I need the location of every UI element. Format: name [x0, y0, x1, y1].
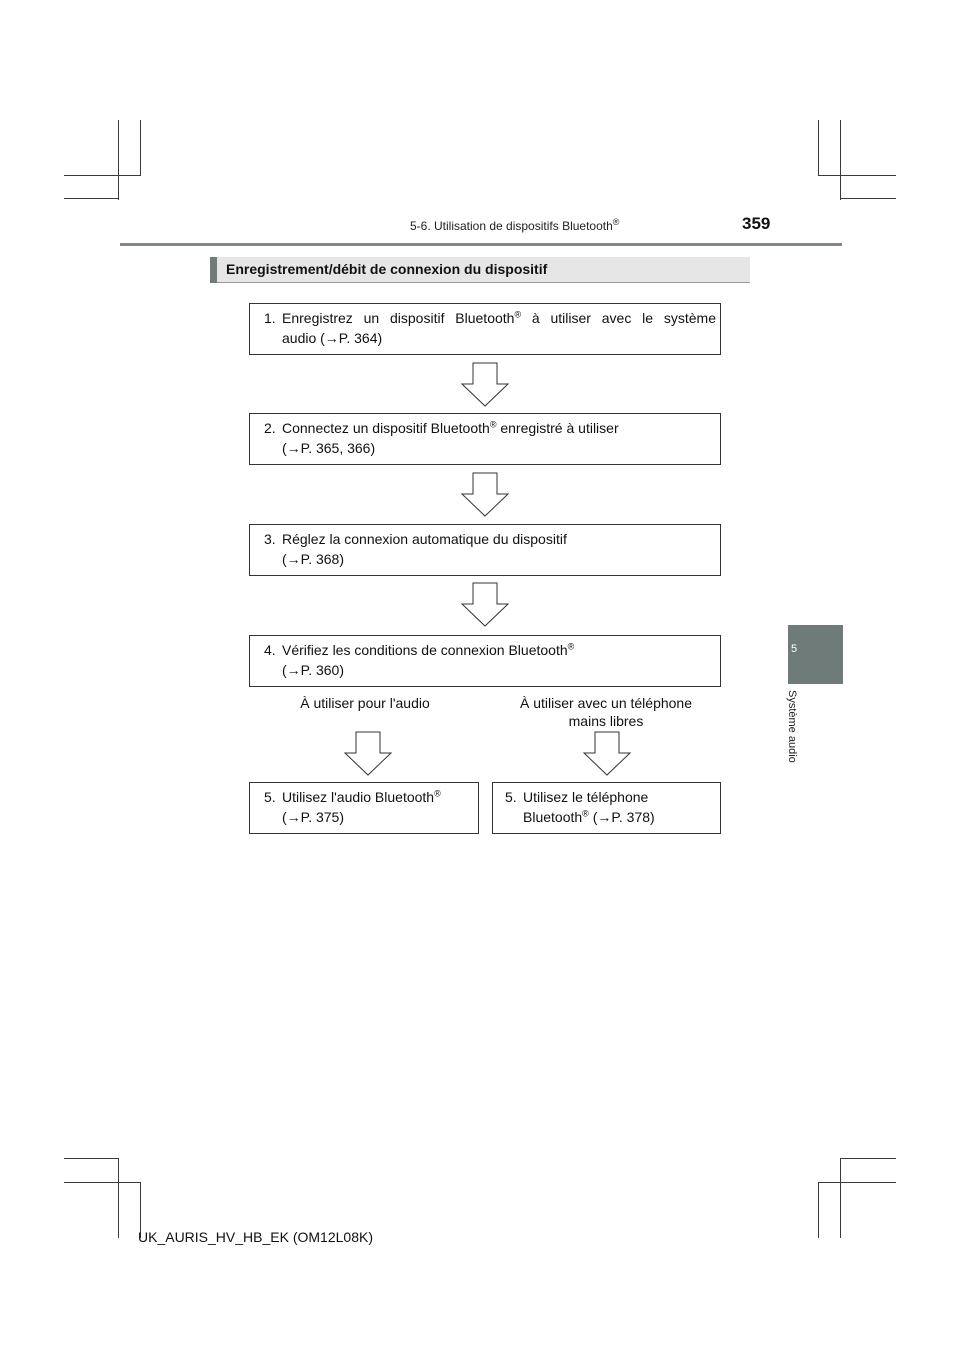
document-code: UK_AURIS_HV_HB_EK (OM12L08K)	[138, 1229, 373, 1245]
step-text-line1: Utilisez l'audio Bluetooth®	[282, 788, 441, 805]
step-number: 1.	[264, 310, 276, 326]
flow-step-2	[249, 413, 721, 465]
crop-mark	[840, 120, 841, 200]
crop-mark	[140, 120, 141, 176]
flow-step-5-phone	[492, 782, 721, 834]
down-arrow	[460, 362, 510, 408]
step-number: 5.	[505, 789, 517, 805]
crop-mark	[840, 1158, 896, 1159]
crop-mark	[64, 1158, 119, 1159]
flow-step-1	[249, 303, 721, 355]
branch-label-phone: À utiliser avec un téléphone mains libres	[520, 695, 692, 729]
flow-step-5-audio	[249, 782, 479, 834]
step-text-line1: Vérifiez les conditions de connexion Bluetooth®	[282, 641, 575, 658]
step-number: 5.	[264, 789, 276, 805]
crop-mark	[818, 120, 819, 176]
section-heading-marker	[210, 257, 217, 283]
crop-mark	[818, 175, 896, 176]
down-arrow	[343, 731, 393, 777]
step-text-line2: audio (→P. 364)	[282, 330, 383, 346]
down-arrow	[460, 472, 510, 518]
step-text-line2: (→P. 375)	[282, 809, 344, 825]
branch-label-audio: À utiliser pour l'audio	[300, 695, 430, 711]
chapter-number: 5	[791, 643, 798, 655]
crop-mark	[840, 198, 896, 199]
header-rule	[120, 243, 842, 246]
section-title: Enregistrement/débit de connexion du dispositif	[226, 261, 548, 277]
step-text-line2: Bluetooth® (→P. 378)	[523, 808, 655, 825]
crop-mark	[118, 1158, 119, 1238]
step-text-line2: (→P. 365, 366)	[282, 440, 376, 456]
crop-mark	[840, 1158, 841, 1238]
flow-step-3	[249, 524, 721, 576]
step-number: 2.	[264, 420, 276, 436]
crop-mark	[818, 1182, 819, 1238]
step-text-line1: Utilisez le téléphone	[523, 789, 649, 805]
flow-step-4	[249, 635, 721, 687]
crop-mark	[64, 198, 119, 199]
step-text-line1: Connectez un dispositif Bluetooth® enregistré à utiliser	[282, 419, 619, 436]
step-number: 3.	[264, 531, 276, 547]
crop-mark	[64, 175, 141, 176]
crop-mark	[818, 1182, 896, 1183]
step-number: 4.	[264, 642, 276, 658]
down-arrow	[460, 582, 510, 628]
crop-mark	[118, 120, 119, 200]
down-arrow	[582, 731, 632, 777]
running-header: 5-6. Utilisation de dispositifs Bluetooth®	[410, 217, 620, 233]
page-number: 359	[742, 214, 771, 233]
crop-mark	[64, 1182, 141, 1183]
chapter-title: Système audio	[786, 690, 798, 763]
step-text-line1: Réglez la connexion automatique du dispositif	[282, 531, 567, 547]
step-text-line1: Enregistrez un dispositif Bluetooth® à utiliser avec le système	[282, 309, 716, 326]
step-text-line2: (→P. 360)	[282, 662, 344, 678]
step-text-line2: (→P. 368)	[282, 551, 344, 567]
